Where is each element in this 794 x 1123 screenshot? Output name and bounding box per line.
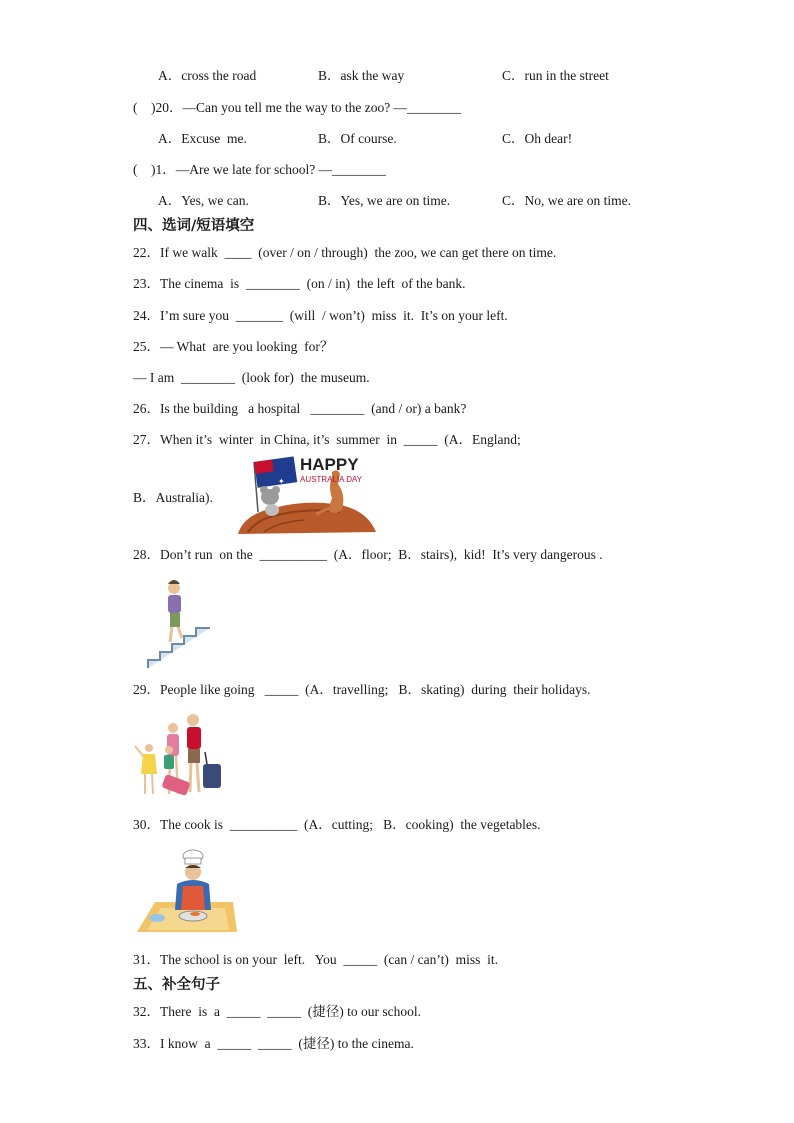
- cook-illustration: [133, 848, 237, 936]
- q25-question: 25．— What are you looking for？: [133, 339, 334, 354]
- q33: 33．I know a _____ _____ (捷径) to the cinema.: [133, 1036, 414, 1051]
- q21-option-b: B．Yes, we are on time.: [318, 193, 451, 208]
- stairs-illustration: [146, 578, 216, 670]
- q20-option-b: B．Of course.: [318, 131, 397, 146]
- q31: 31．The school is on your left. You _____ (can / can’t) miss it.: [133, 952, 498, 967]
- q25-answer: — I am ________ (look for) the museum.: [133, 370, 370, 385]
- q24: 24．I’m sure you _______ (will / won’t) miss it. It’s on your left.: [133, 308, 508, 323]
- section4-heading: 四、选词/短语填空: [133, 218, 255, 234]
- q20-option-c: C．Oh dear!: [502, 131, 573, 146]
- q19-option-c: C．run in the street: [502, 68, 609, 83]
- q30: 30．The cook is __________ (A．cutting; B．cooking) the vegetables.: [133, 817, 541, 832]
- q20-question: ( )20．—Can you tell me the way to the zoo? —________: [133, 100, 462, 115]
- q19-option-a: A．cross the road: [158, 68, 257, 83]
- q28: 28．Don’t run on the __________ (A．floor; B．stairs), kid! It’s very dangerous .: [133, 547, 603, 562]
- happy-text: HAPPY: [300, 455, 359, 474]
- q21-option-c: C．No, we are on time.: [502, 193, 631, 208]
- q32: 32．There is a _____ _____ (捷径) to our school.: [133, 1004, 421, 1019]
- q19-option-b: B．ask the way: [318, 68, 405, 83]
- q29: 29．People like going _____ (A．travelling; B．skating) during their holidays.: [133, 682, 591, 697]
- q27-line2: B．Australia).: [133, 490, 213, 505]
- family-travel-illustration: [133, 712, 229, 802]
- svg-text:✦: ✦: [278, 477, 285, 486]
- q21-question: ( )1．—Are we late for school? —________: [133, 162, 387, 177]
- australia-day-illustration: [234, 452, 380, 538]
- q20-option-a: A．Excuse me.: [158, 131, 247, 146]
- australia-day-text: AUSTRALIA DAY: [300, 475, 363, 484]
- q23: 23．The cinema is ________ (on / in) the left of the bank.: [133, 276, 466, 291]
- q21-option-a: A．Yes, we can.: [158, 193, 249, 208]
- q27-line1: 27．When it’s winter in China, it’s summer in _____ (A．England;: [133, 432, 521, 447]
- q26: 26．Is the building a hospital ________ (and / or) a bank?: [133, 401, 467, 416]
- q22: 22．If we walk ____ (over / on / through) the zoo, we can get there on time.: [133, 245, 557, 260]
- section5-heading: 五、补全句子: [133, 977, 220, 993]
